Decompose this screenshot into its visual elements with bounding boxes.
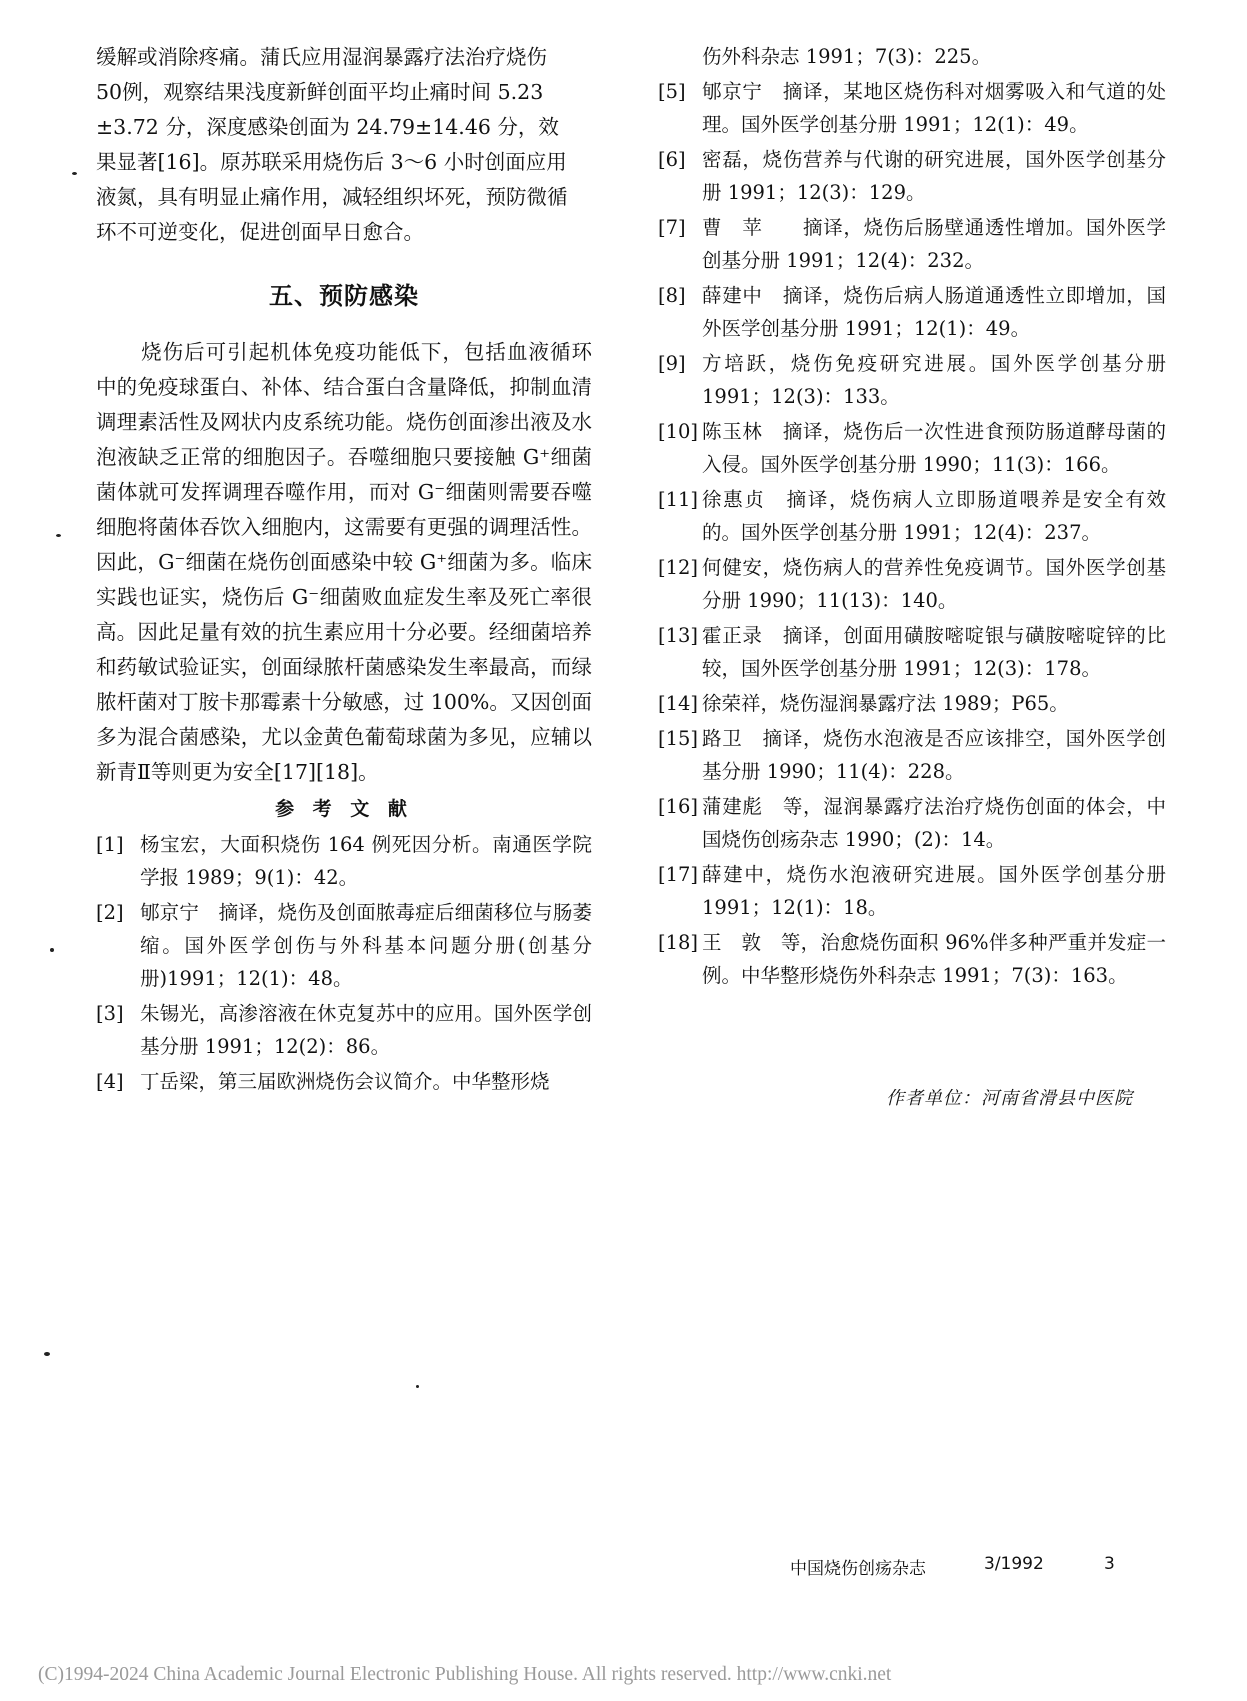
- reference-item: [96, 1065, 592, 1098]
- copyright-notice: (C)1994-2024 China Academic Journal Electronic Publishing House. All rights reserved. http://www.cnki.net: [38, 1664, 892, 1685]
- reference-text: 朱锡光，高渗溶液在休克复苏中的应用。国外医学创基分册 1991；12(2)：86。: [140, 1002, 592, 1058]
- reference-text: 路卫 摘译，烧伤水泡液是否应该排空，国外医学创基分册 1990；11(4)：228。: [702, 727, 1166, 783]
- reference-text: 薛建中 摘译，烧伤后病人肠道通透性立即增加，国外医学创基分册 1991；12(1)：49。: [702, 284, 1166, 340]
- issue-number: 3/1992: [984, 1554, 1044, 1574]
- text-line: 缓解或消除疼痛。蒲氏应用湿润暴露疗法治疗烧伤: [96, 45, 547, 69]
- text-line: 果显著[16]。原苏联采用烧伤后 3～6 小时创面应用: [96, 150, 567, 174]
- reference-item: [658, 926, 1166, 992]
- reference-text: 曹 苹 摘译，烧伤后肠壁通透性增加。国外医学创基分册 1991；12(4)：232。: [702, 216, 1166, 272]
- reference-number: [18]: [658, 931, 699, 954]
- reference-text: 霍正录 摘译，创面用磺胺嘧啶银与磺胺嘧啶锌的比较，国外医学创基分册 1991；12(3)：178。: [702, 624, 1166, 680]
- reference-number: [6]: [658, 148, 686, 171]
- reference-text: 杨宝宏，大面积烧伤 164 例死因分析。南通医学院学报 1989；9(1)：42。: [140, 833, 592, 889]
- reference-text: 伤外科杂志 1991；7(3)：225。: [702, 45, 992, 68]
- reference-text: 薛建中，烧伤水泡液研究进展。国外医学创基分册 1991；12(1)：18。: [702, 863, 1166, 919]
- reference-number: [3]: [96, 1002, 124, 1025]
- reference-text: 丁岳梁，第三届欧洲烧伤会议简介。中华整形烧: [140, 1070, 550, 1093]
- reference-number: [16]: [658, 795, 699, 818]
- reference-item: [658, 687, 1166, 720]
- paragraph-pain-relief: [96, 40, 592, 250]
- reference-text: 蒲建彪 等，湿润暴露疗法治疗烧伤创面的体会，中国烧伤创疡杂志 1990；(2)：14。: [702, 795, 1166, 851]
- reference-item: [658, 143, 1166, 209]
- reference-text: 徐惠贞 摘译，烧伤病人立即肠道喂养是安全有效的。国外医学创基分册 1991；12(4)：237。: [702, 488, 1166, 544]
- reference-number: [17]: [658, 863, 699, 886]
- reference-number: [12]: [658, 556, 699, 579]
- reference-number: [14]: [658, 692, 699, 715]
- reference-text: 陈玉林 摘译，烧伤后一次性进食预防肠道酵母菌的入侵。国外医学创基分册 1990；11(3)：166。: [702, 420, 1166, 476]
- reference-item: [658, 858, 1166, 924]
- scan-speck: [416, 1385, 419, 1388]
- reference-item: [658, 722, 1166, 788]
- text-line: ±3.72 分，深度感染创面为 24.79±14.46 分，效: [96, 115, 559, 139]
- scan-speck: [50, 948, 54, 952]
- text-line: 液氮，具有明显止痛作用，减轻组织坏死，预防微循: [96, 185, 568, 209]
- right-column: [658, 40, 1166, 994]
- reference-item: [96, 828, 592, 894]
- reference-item: [658, 211, 1166, 277]
- text-line: 环不可逆变化，促进创面早日愈合。: [96, 220, 424, 244]
- reference-list-right: [658, 75, 1166, 992]
- reference-number: [15]: [658, 727, 699, 750]
- section-title: 五、预防感染: [269, 282, 419, 310]
- scan-speck: [72, 172, 77, 175]
- reference-item: [658, 483, 1166, 549]
- reference-item: [658, 75, 1166, 141]
- reference-list-left: [96, 828, 592, 1098]
- reference-number: [13]: [658, 624, 699, 647]
- reference-number: [8]: [658, 284, 686, 307]
- reference-item: [96, 997, 592, 1063]
- reference-item: [658, 279, 1166, 345]
- text-line: 50例，观察结果浅度新鲜创面平均止痛时间 5.23: [96, 80, 544, 104]
- reference-number: [9]: [658, 352, 686, 375]
- journal-name: 中国烧伤创疡杂志: [790, 1559, 926, 1579]
- reference-number: [4]: [96, 1070, 124, 1093]
- reference-item: [96, 896, 592, 995]
- references-heading: 参 考 文 献: [275, 798, 413, 820]
- scan-speck: [44, 1352, 50, 1356]
- reference-text: 郇京宁 摘译，烧伤及创面脓毒症后细菌移位与肠萎缩。国外医学创伤与外科基本问题分册(创基分册)1991；12(1)：48。: [140, 901, 592, 990]
- reference-text: 密磊，烧伤营养与代谢的研究进展，国外医学创基分册 1991；12(3)：129。: [702, 148, 1166, 204]
- reference-item: [658, 347, 1166, 413]
- scan-speck: [56, 534, 61, 537]
- reference-text: 方培跃，烧伤免疫研究进展。国外医学创基分册 1991；12(3)：133。: [702, 352, 1166, 408]
- reference-number: [1]: [96, 833, 124, 856]
- paragraph-infection-prevention: 烧伤后可引起机体免疫功能低下，包括血液循环中的免疫球蛋白、补体、结合蛋白含量降低，抑制血清调理素活性及网状内皮系统功能。烧伤创面渗出液及水泡液缺乏正常的细胞因子。吞噬细胞只要接触 G⁺细菌菌体就可发挥调理吞噬作用，而对 G⁻细菌则需要吞噬细胞将菌体吞饮入细胞内，这需要有更强的调理活性。因此，G⁻细菌在烧伤创面感染中较 G⁺细菌为多。临床实践也证实，烧伤后 G⁻细菌败血症发生率及死亡率很高。因此足量有效的抗生素应用十分必要。经细菌培养和药敏试验证实，创面绿脓杆菌感染发生率最高，而绿脓杆菌对丁胺卡那霉素十分敏感，过 100%。又因创面多为混合菌感染，尤以金黄色葡萄球菌为多见，应辅以新青Ⅱ等则更为安全[17][18]。: [96, 340, 592, 784]
- reference-continuation: [658, 40, 1166, 73]
- left-column: [96, 40, 592, 1100]
- reference-text: 何健安，烧伤病人的营养性免疫调节。国外医学创基分册 1990；11(13)：140。: [702, 556, 1166, 612]
- reference-text: 徐荣祥，烧伤湿润暴露疗法 1989；P65。: [702, 692, 1069, 715]
- reference-item: [658, 551, 1166, 617]
- page-number: 3: [1104, 1554, 1115, 1574]
- reference-item: [658, 415, 1166, 481]
- reference-number: [10]: [658, 420, 699, 443]
- reference-text: 郇京宁 摘译，某地区烧伤科对烟雾吸入和气道的处理。国外医学创基分册 1991；12(1)：49。: [702, 80, 1166, 136]
- author-affiliation: 作者单位：河南省滑县中医院: [886, 1088, 1133, 1109]
- reference-item: [658, 790, 1166, 856]
- reference-number: [5]: [658, 80, 686, 103]
- reference-text: 王 敦 等，治愈烧伤面积 96%伴多种严重并发症一例。中华整形烧伤外科杂志 1991；7(3)：163。: [702, 931, 1166, 987]
- reference-number: [7]: [658, 216, 686, 239]
- reference-item: [658, 619, 1166, 685]
- reference-number: [2]: [96, 901, 124, 924]
- reference-number: [11]: [658, 488, 699, 511]
